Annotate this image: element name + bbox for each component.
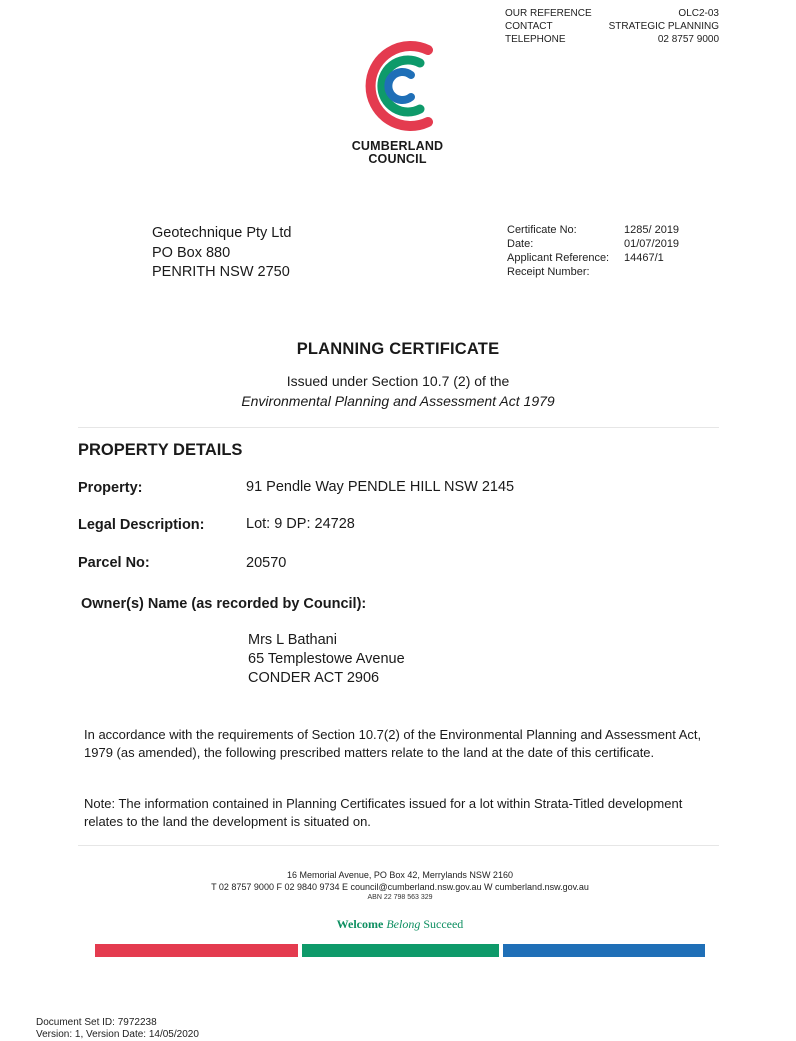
recipient-suburb: PENRITH NSW 2750 [152, 264, 290, 280]
footer-contact: T 02 8757 9000 F 02 9840 9734 E council@cumberland.nsw.gov.au W cumberland.nsw.gov.au [211, 882, 589, 892]
certificate-meta [507, 223, 679, 279]
slogan-succeed: Succeed [423, 917, 464, 931]
reference-row [505, 7, 719, 20]
certificate-no-label: Certificate No: [507, 224, 577, 236]
meta-row [507, 223, 679, 237]
meta-row [507, 251, 679, 265]
property-label: Property: [78, 480, 143, 496]
property-details-heading: PROPERTY DETAILS [78, 441, 243, 459]
owner-suburb: CONDER ACT 2906 [248, 670, 380, 686]
property-value: 91 Pendle Way PENDLE HILL NSW 2145 [246, 479, 515, 495]
reference-label: OUR REFERENCE [505, 8, 592, 19]
accordance-paragraph: In accordance with the requirements of Section 10.7(2) of the Environmental Planning and Assessment Act, 1979 (as amended), the following prescribed matters relate to the land at the date of this certificate. [84, 727, 702, 760]
certificate-no-value: 1285/ 2019 [624, 224, 680, 236]
reference-block [505, 7, 719, 46]
footer-bar-blue [503, 944, 705, 957]
owner-details [248, 631, 405, 688]
slogan-welcome: Welcome [336, 917, 384, 931]
date-label: Date: [507, 238, 534, 250]
applicant-reference-label: Applicant Reference: [507, 252, 610, 264]
applicant-reference-value: 14467/1 [624, 252, 664, 264]
owner-name: Mrs L Bathani [248, 632, 337, 648]
council-logo [340, 38, 455, 166]
meta-row [507, 265, 679, 279]
recipient-address [152, 224, 291, 283]
page-subtitle [0, 371, 796, 411]
date-value: 01/07/2019 [624, 238, 680, 250]
contact-value: STRATEGIC PLANNING [608, 21, 719, 32]
council-logo-mark [356, 38, 440, 134]
receipt-number-label: Receipt Number: [507, 266, 590, 278]
telephone-value: 02 8757 9000 [657, 34, 719, 45]
logo-blue-arc [388, 72, 411, 100]
footer-divider [78, 845, 719, 846]
document-info [36, 1017, 199, 1041]
slogan-belong: Belong [386, 917, 421, 931]
subtitle-line1: Issued under Section 10.7 (2) of the [286, 373, 510, 389]
document-set-id: Document Set ID: 7972238 [36, 1017, 157, 1028]
divider [78, 427, 719, 428]
contact-label: CONTACT [505, 21, 553, 32]
legal-description-label: Legal Description: [78, 517, 205, 533]
legal-description-value: Lot: 9 DP: 24728 [246, 516, 355, 532]
contact-row [505, 20, 719, 33]
footer-slogan [0, 917, 796, 932]
reference-value: OLC2-03 [678, 8, 719, 19]
owners-heading: Owner(s) Name (as recorded by Council): [81, 596, 367, 612]
meta-row [507, 237, 679, 251]
logo-text-line1: CUMBERLAND [351, 139, 444, 153]
document-version: Version: 1, Version Date: 14/05/2020 [36, 1029, 199, 1040]
footer-abn: ABN 22 798 563 329 [367, 894, 433, 901]
telephone-row [505, 33, 719, 46]
page-title: PLANNING CERTIFICATE [296, 340, 500, 358]
footer-bar-red [95, 944, 298, 957]
owner-street: 65 Templestowe Avenue [248, 651, 405, 667]
parcel-no-label: Parcel No: [78, 555, 150, 571]
recipient-po-box: PO Box 880 [152, 244, 231, 261]
recipient-name: Geotechnique Pty Ltd [152, 225, 292, 241]
logo-text-line2: COUNCIL [368, 152, 427, 166]
subtitle-act-name: Environmental Planning and Assessment Act 1979 [241, 393, 555, 409]
footer-bar-green [302, 944, 499, 957]
footer-address: 16 Memorial Avenue, PO Box 42, Merrylands NSW 2160 [287, 870, 513, 880]
strata-note-paragraph: Note: The information contained in Planning Certificates issued for a lot within Strata-Titled development relates to the land the development is situated on. [84, 796, 683, 829]
telephone-label: TELEPHONE [505, 34, 566, 45]
council-logo-wordmark [340, 140, 455, 166]
parcel-no-value: 20570 [246, 555, 287, 571]
